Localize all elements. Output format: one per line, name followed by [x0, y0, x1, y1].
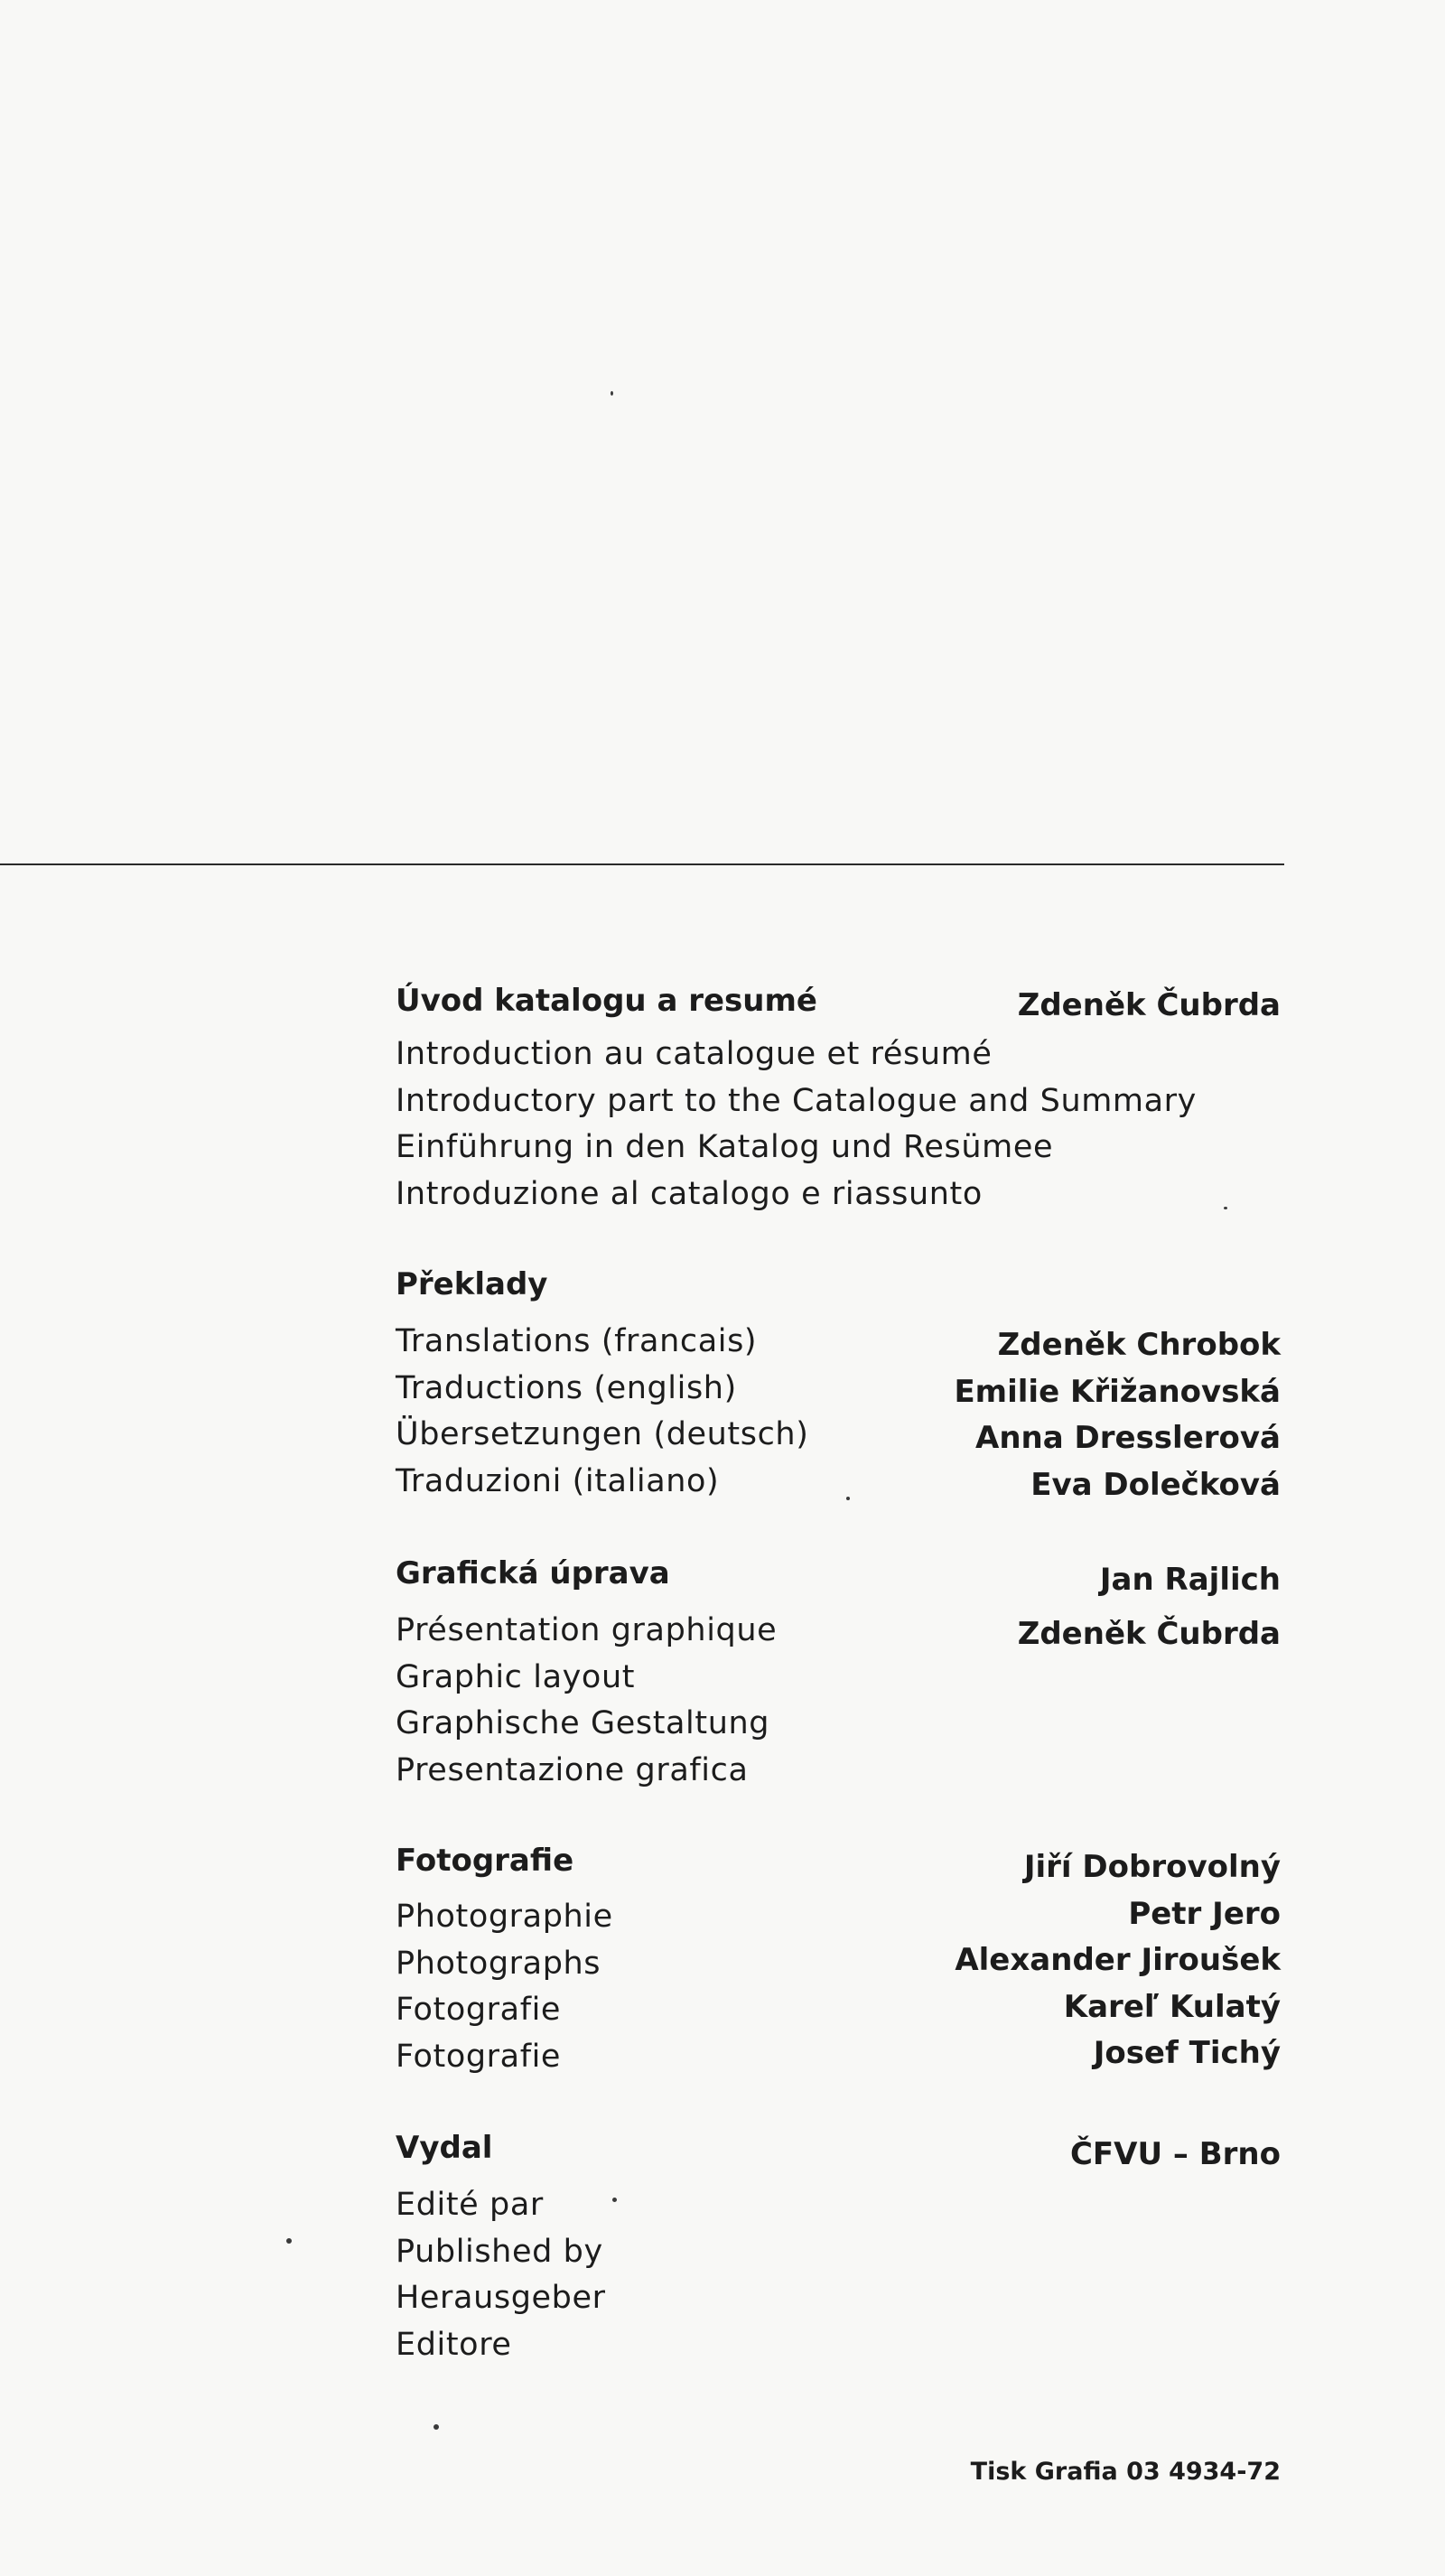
section-lines	[396, 2182, 606, 2368]
print-speck	[286, 2238, 292, 2244]
section-heading: Fotografie	[396, 1843, 574, 1879]
name-item: Eva Dolečková	[1030, 1466, 1281, 1503]
name-item: Anna Dresslerová	[975, 1420, 1281, 1456]
section-lines	[396, 1608, 777, 1794]
line-item: Traductions (english)	[396, 1369, 737, 1406]
name-item: Petr Jero	[1128, 1895, 1281, 1932]
name-item: Zdeněk Čubrda	[1017, 987, 1281, 1023]
line-item: Edité par	[396, 2187, 544, 2223]
name-item: ČFVU – Brno	[1069, 2136, 1281, 2172]
print-speck	[612, 2198, 617, 2202]
name-item: Jan Rajlich	[1099, 1562, 1281, 1598]
section-names	[954, 1322, 1281, 1508]
line-item: Photographie	[396, 1899, 613, 1935]
section-lines	[396, 1894, 613, 2080]
name-item: Alexander Jiroušek	[955, 1942, 1281, 1978]
print-speck	[434, 2424, 439, 2430]
print-speck	[611, 391, 613, 396]
section-names	[1070, 2132, 1281, 2179]
print-speck	[1224, 1207, 1227, 1209]
section-lines	[396, 1031, 1197, 1218]
name-item: Kareľ Kulatý	[1063, 1988, 1281, 2025]
name-item: Jiří Dobrovolný	[1023, 1849, 1281, 1885]
name-item: Zdeněk Chrobok	[997, 1327, 1281, 1363]
line-item: Fotografie	[396, 1992, 562, 2028]
print-speck	[846, 1497, 850, 1500]
line-item: Presentazione grafica	[396, 1751, 749, 1788]
line-item: Fotografie	[396, 2038, 562, 2075]
line-item: Published by	[396, 2233, 603, 2270]
line-item: Introduction au catalogue et résumé	[396, 1036, 993, 1072]
section-heading: Vydal	[396, 2130, 493, 2166]
section-heading: Překlady	[396, 1266, 548, 1302]
section-lines	[396, 1319, 808, 1505]
line-item: Introduzione al catalogo e riassunto	[396, 1175, 983, 1212]
section-names	[1018, 983, 1281, 1030]
line-item: Graphic layout	[396, 1658, 636, 1695]
name-item: Josef Tichý	[1093, 2035, 1281, 2071]
line-item: Editore	[396, 2326, 512, 2363]
line-item: Photographs	[396, 1945, 601, 1982]
section-names	[1018, 1557, 1281, 1657]
line-item: Herausgeber	[396, 2280, 606, 2316]
section-heading: Grafická úprava	[396, 1555, 670, 1591]
line-item: Traduzioni (italiano)	[396, 1462, 720, 1499]
line-item: Einführung in den Katalog und Resümee	[396, 1129, 1054, 1165]
horizontal-rule	[0, 863, 1284, 865]
section-heading: Úvod katalogu a resumé	[396, 983, 817, 1019]
line-item: Translations (francais)	[396, 1323, 758, 1359]
name-item: Emilie Křižanovská	[954, 1373, 1281, 1410]
line-item: Graphische Gestaltung	[396, 1705, 770, 1741]
printer-imprint: Tisk Grafia 03 4934-72	[970, 2458, 1281, 2486]
section-names	[955, 1844, 1281, 2077]
name-item: Zdeněk Čubrda	[1017, 1615, 1281, 1652]
line-item: Übersetzungen (deutsch)	[396, 1416, 809, 1452]
line-item: Présentation graphique	[396, 1612, 778, 1648]
line-item: Introductory part to the Catalogue and Summary	[396, 1082, 1197, 1119]
